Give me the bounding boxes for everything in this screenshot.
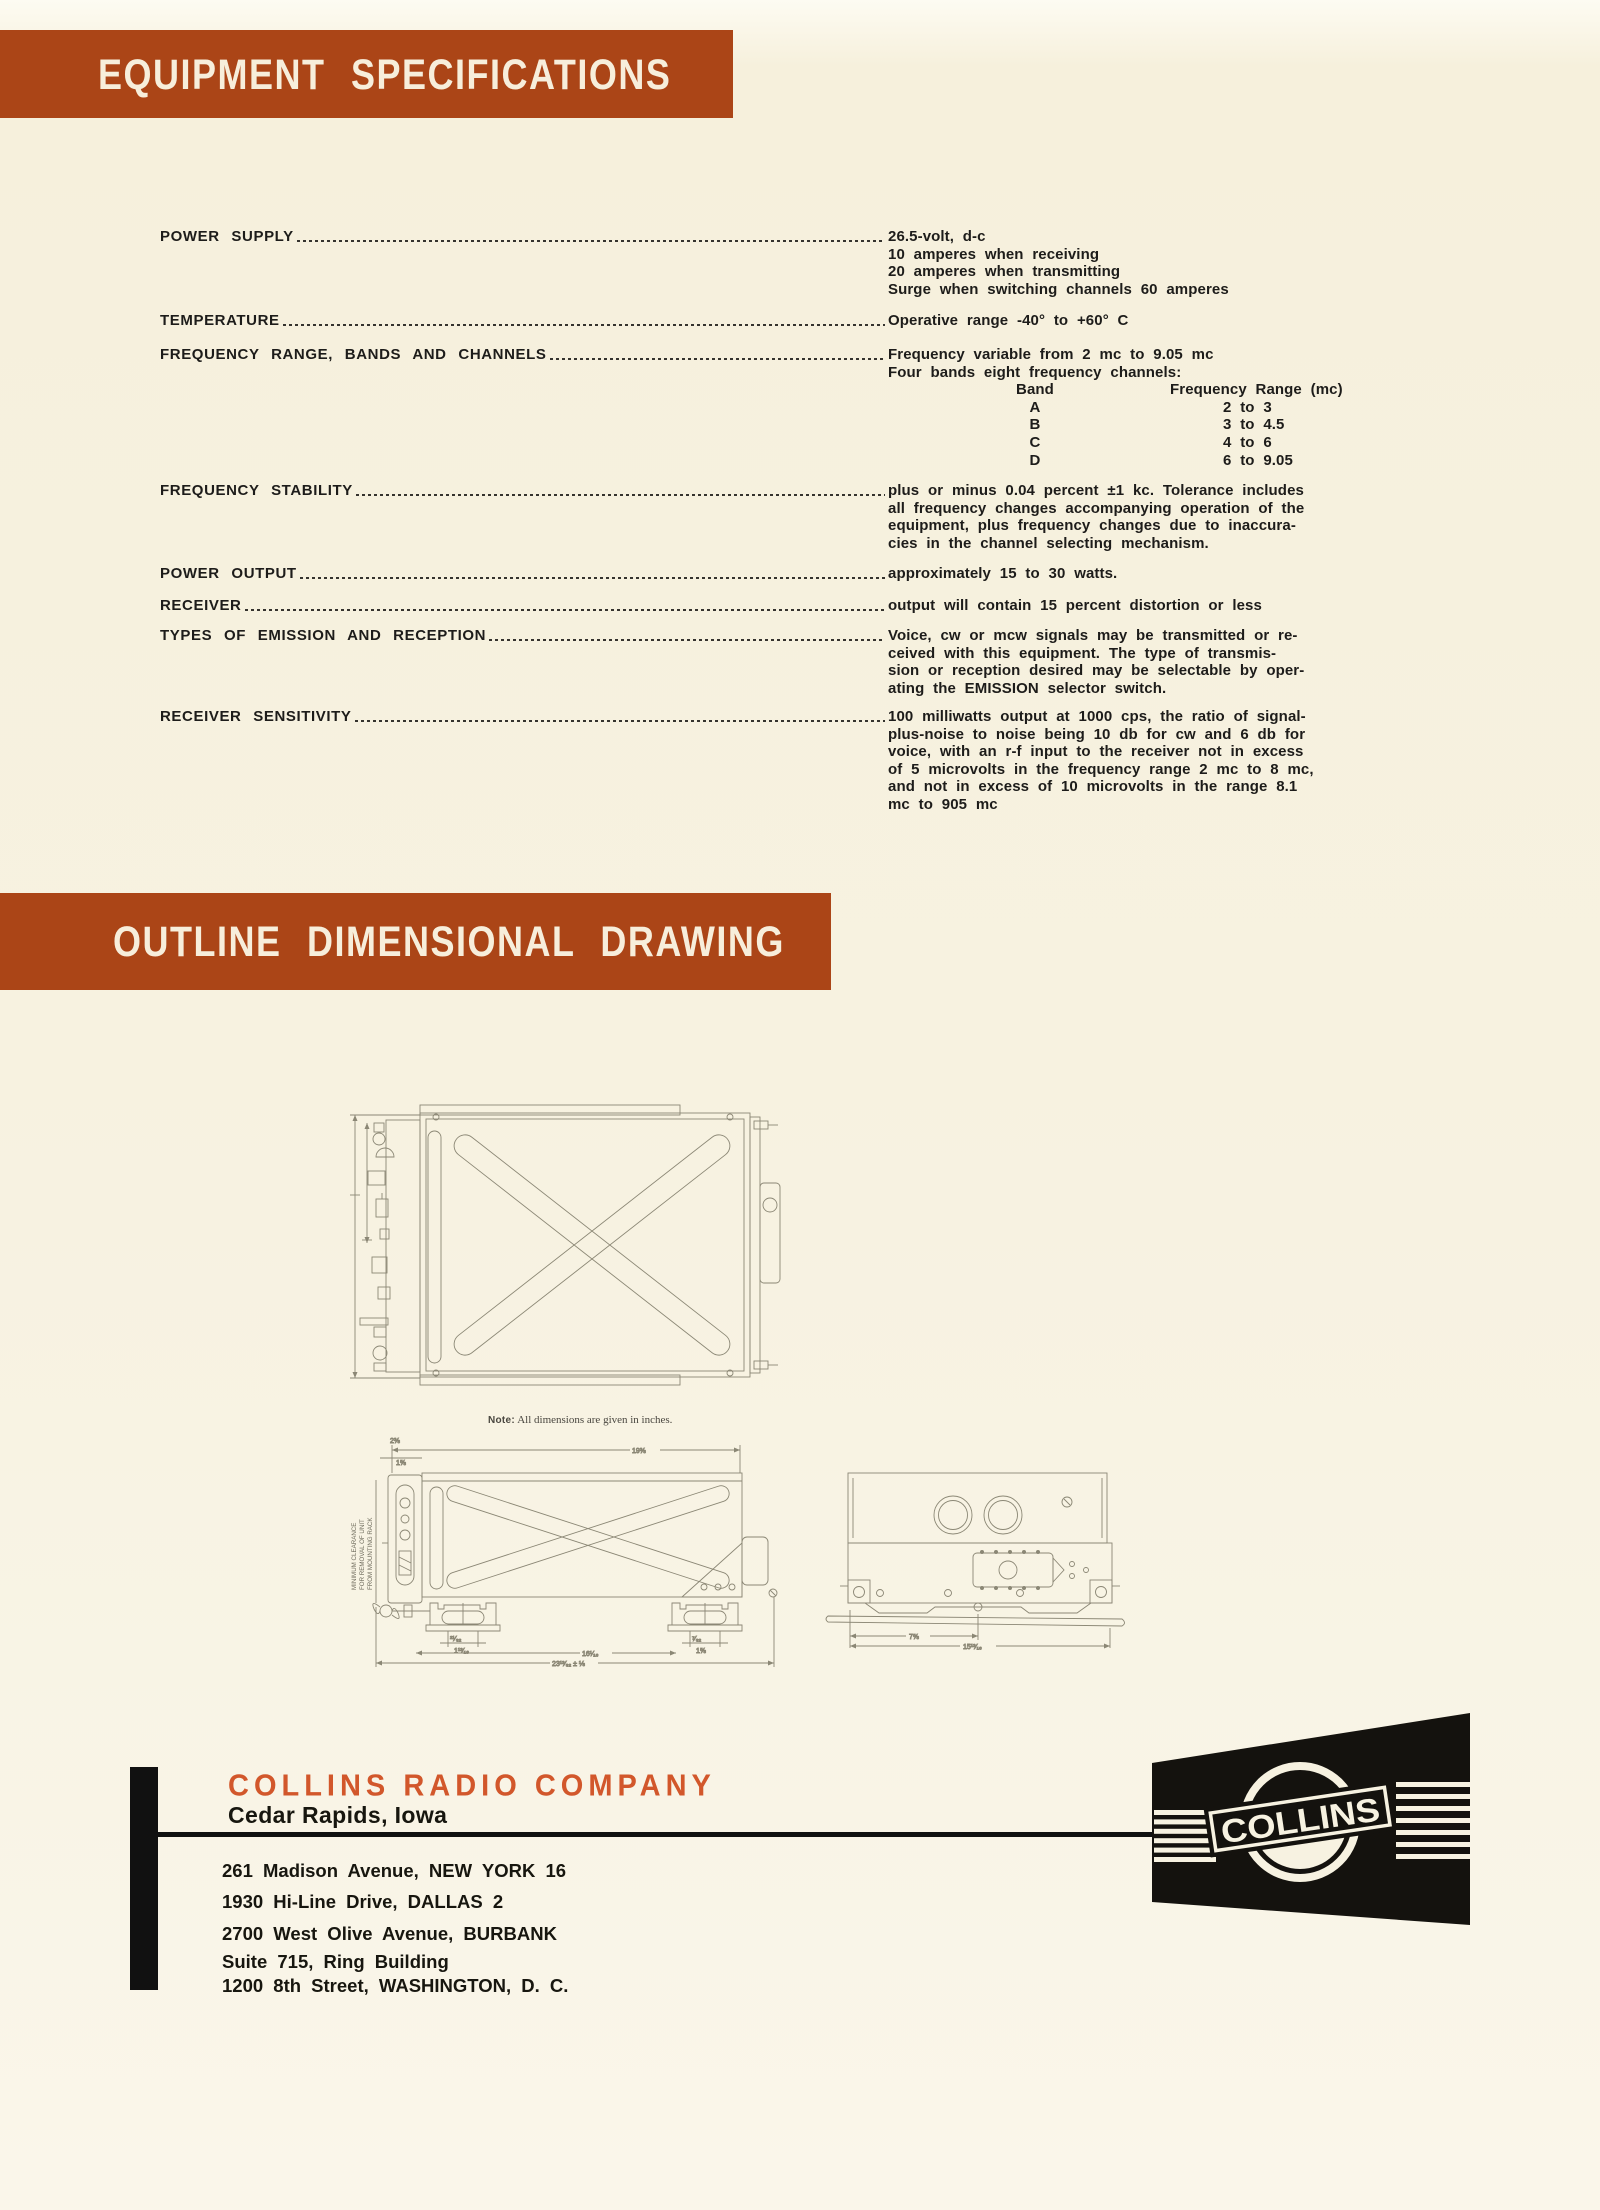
svg-text:FOR REMOVAL OF UNIT: FOR REMOVAL OF UNIT [359, 1519, 366, 1590]
shock-mount-right [668, 1603, 742, 1631]
right-fittings [750, 1117, 780, 1373]
spec-value: plus or minus 0.04 percent ±1 kc. Tolerance includes all frequency changes accompanying operation of the equipment, plus frequency changes due to inaccura- cies in the channel selecting mechanism. [888, 482, 1305, 552]
front-panel-edge [360, 1120, 420, 1372]
band-row: D 6 to 9.05 [1029, 451, 1293, 469]
upper-case [848, 1473, 1107, 1543]
svg-text:1¹³⁄₁₆: 1¹³⁄₁₆ [454, 1648, 469, 1655]
outline-dimensional-drawing-banner [0, 893, 831, 990]
x-brace [428, 1130, 734, 1363]
dotted-leader [356, 482, 885, 496]
spec-value: 100 milliwatts output at 1000 cps, the ratio of signal- plus-noise to noise being 10 db for cw and 6 db for voice, with an r-f input to the receiver not in excess of 5 microvolts in the frequency range 2 mc to 8 mc, and not in excess of 10 microvolts in the range 8.1 mc to 905 mc [888, 708, 1314, 813]
address-washington-suite: Suite 715, Ring Building [222, 1951, 449, 1972]
spec-value: Voice, cw or mcw signals may be transmitted or re- ceived with this equipment. The type of transmis- sion or reception desired may be selectable by oper- ating the EMISSION selector switch. [888, 627, 1305, 697]
company-name: COLLINS RADIO COMPANY [228, 1769, 716, 1803]
footer-rule [158, 1832, 1153, 1837]
svg-text:⁷⁄₃₂: ⁷⁄₃₂ [692, 1636, 702, 1643]
dimension-lines-top [380, 1438, 740, 1473]
note-text: All dimensions are given in inches. [517, 1414, 673, 1426]
dimension-lines-bottom [376, 1597, 774, 1668]
spec-label: RECEIVER SENSITIVITY [160, 708, 352, 725]
band-table-header: Band Frequency Range (mc) [1016, 381, 1343, 399]
spec-label: FREQUENCY RANGE, BANDS AND CHANNELS [160, 346, 547, 363]
band-row: B 3 to 4.5 [1029, 416, 1285, 434]
shock-mount-left [426, 1603, 500, 1631]
dotted-leader [355, 708, 885, 722]
svg-text:19⅜: 19⅜ [632, 1448, 646, 1455]
logo-text: COLLINS [1218, 1792, 1368, 1851]
section-title: EQUIPMENT SPECIFICATIONS [98, 50, 672, 99]
spec-value: Frequency variable from 2 mc to 9.05 mc Four bands eight frequency channels: Band Frequency Range (mc) A 2 to 3 B 3 to 4.5 C 4 to 6 D 6 to 9.05 [888, 346, 1393, 469]
address-washington-street: 1200 8th Street, WASHINGTON, D. C. [222, 1975, 569, 1996]
svg-text:FROM MOUNTING RACK: FROM MOUNTING RACK [367, 1517, 374, 1590]
dimension-lines [850, 1610, 1110, 1651]
svg-text:1⅝: 1⅝ [696, 1648, 706, 1655]
spec-row-power-output [160, 565, 1393, 583]
svg-text:²¹⁄₃₂: ²¹⁄₃₂ [450, 1636, 462, 1643]
address-new-york: 261 Madison Avenue, NEW YORK 16 [222, 1860, 567, 1881]
note-prefix: Note: [488, 1415, 516, 1426]
front-view-drawing [330, 1425, 780, 1680]
spec-value: Operative range -40° to +60° C [888, 312, 1129, 329]
dotted-leader [245, 597, 886, 611]
spec-label: TEMPERATURE [160, 312, 280, 329]
spec-label: FREQUENCY STABILITY [160, 482, 353, 499]
spec-value: output will contain 15 percent distortion or less [888, 597, 1262, 614]
address-burbank: 2700 West Olive Avenue, BURBANK [222, 1923, 557, 1944]
body-outline [422, 1473, 777, 1597]
svg-text:1⅝: 1⅝ [396, 1460, 406, 1467]
band-row: C 4 to 6 [1029, 433, 1272, 451]
case-outline [420, 1105, 750, 1385]
svg-text:16¹⁄₁₆: 16¹⁄₁₆ [582, 1651, 599, 1658]
top-view-drawing [330, 1075, 780, 1405]
address-dallas: 1930 Hi-Line Drive, DALLAS 2 [222, 1891, 504, 1912]
equipment-specifications-banner [0, 30, 733, 118]
front-panel [376, 1475, 422, 1603]
dimension-lines [350, 1115, 420, 1378]
lower-case [840, 1543, 1120, 1603]
svg-text:15¹³⁄₁₆: 15¹³⁄₁₆ [963, 1644, 982, 1651]
svg-text:23¹³⁄₃₂ ± ⅛: 23¹³⁄₃₂ ± ⅛ [552, 1661, 585, 1668]
spec-row-types-of-emission [160, 627, 1393, 697]
footer-accent-bar [130, 1767, 158, 1990]
dotted-leader [300, 565, 885, 579]
spec-label: RECEIVER [160, 597, 242, 614]
spec-value: 26.5-volt, d-c 10 amperes when receiving 20 amperes when transmitting Surge when switching channels 60 amperes [888, 228, 1229, 298]
spec-row-receiver-sensitivity [160, 708, 1393, 814]
rear-view-drawing [810, 1440, 1140, 1670]
dotted-leader [489, 627, 885, 641]
clearance-label [351, 1517, 374, 1590]
spec-value: approximately 15 to 30 watts. [888, 565, 1118, 582]
svg-text:2⅜: 2⅜ [390, 1438, 400, 1445]
dotted-leader [297, 228, 885, 242]
dotted-leader [550, 346, 885, 360]
spec-row-receiver [160, 597, 1393, 615]
spec-row-power-supply [160, 228, 1393, 298]
dotted-leader [283, 312, 885, 326]
company-city: Cedar Rapids, Iowa [228, 1802, 448, 1828]
spec-label: POWER OUTPUT [160, 565, 297, 582]
spec-label: TYPES OF EMISSION AND RECEPTION [160, 627, 487, 644]
section-title: OUTLINE DIMENSIONAL DRAWING [113, 917, 785, 966]
spec-row-frequency-range [160, 346, 1393, 469]
svg-text:MINIMUM CLEARANCE: MINIMUM CLEARANCE [351, 1522, 358, 1590]
spec-row-frequency-stability [160, 482, 1393, 552]
wing-bolt [373, 1603, 430, 1618]
spec-row-temperature [160, 312, 1393, 330]
svg-text:7⅝: 7⅝ [909, 1634, 919, 1641]
collins-logo [1140, 1695, 1485, 1940]
mounting-base [826, 1603, 1125, 1626]
spec-label: POWER SUPPLY [160, 228, 294, 245]
band-row: A 2 to 3 [1029, 398, 1272, 416]
